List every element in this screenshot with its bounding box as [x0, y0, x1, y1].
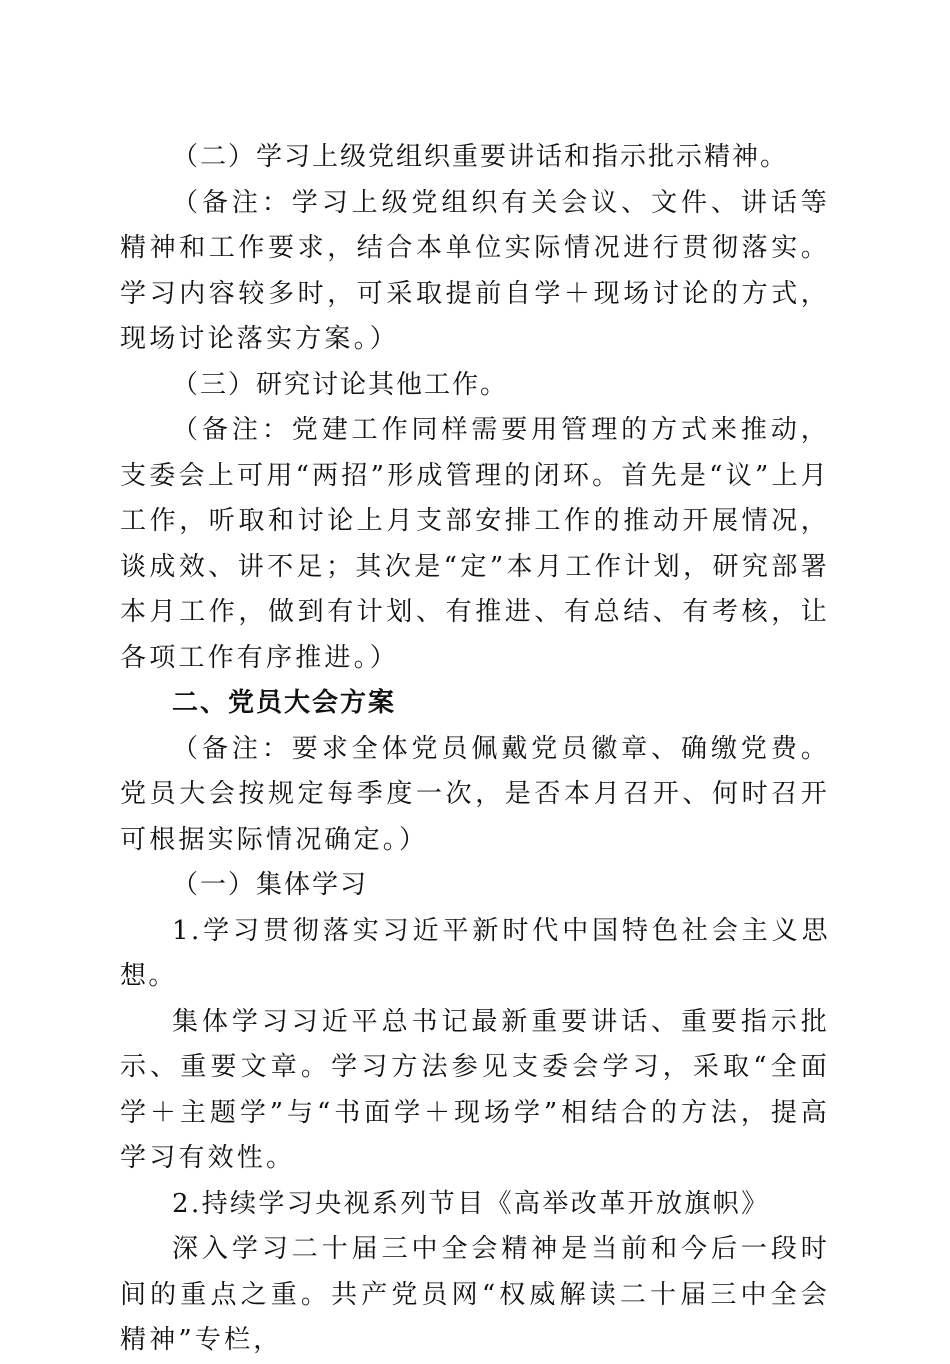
- body-study-speeches: 集体学习习近平总书记最新重要讲话、重要指示批示、重要文章。学习方法参见支委会学习，采取“全面学＋主题学”与“书面学＋现场学”相结合的方法，提高学习有效性。: [120, 1006, 830, 1173]
- note-study-superior: （备注：学习上级党组织有关会议、文件、讲话等精神和工作要求，结合本单位实际情况进行贯彻落实。学习内容较多时，可采取提前自学＋现场讨论的方式，现场讨论落实方案。）: [120, 187, 830, 354]
- note-party-management: （备注：党建工作同样需要用管理的方式来推动，支委会上可用“两招”形成管理的闭环。首先是“议”上月工作，听取和讨论上月支部安排工作的推动开展情况，谈成效、讲不足；其次是“定”本月工作计划，研究部署本月工作，做到有计划、有推进、有总结、有考核，让各项工作有序推进。）: [120, 415, 830, 673]
- subheading-discuss-other-work: （三）研究讨论其他工作。: [172, 369, 509, 400]
- subheading-collective-study: （一）集体学习: [172, 870, 369, 900]
- item-2-cctv-program: 2.持续学习央视系列节目《高举改革开放旗帜》: [172, 1188, 770, 1219]
- body-third-plenary: 深入学习二十届三中全会精神是当前和今后一段时间的重点之重。共产党员网“权威解读二十届三中全会精神”专栏，: [120, 1234, 830, 1355]
- section-heading-member-meeting: 二、党员大会方案: [172, 688, 397, 718]
- subheading-study-superior-speeches: （二）学习上级党组织重要讲话和指示批示精神。: [172, 142, 789, 172]
- item-1-study-thought: 1.学习贯彻落实习近平新时代中国特色社会主义思想。: [120, 915, 830, 991]
- note-member-meeting: （备注：要求全体党员佩戴党员徽章、确缴党费。党员大会按规定每季度一次，是否本月召开、何时召开可根据实际情况确定。）: [120, 733, 830, 855]
